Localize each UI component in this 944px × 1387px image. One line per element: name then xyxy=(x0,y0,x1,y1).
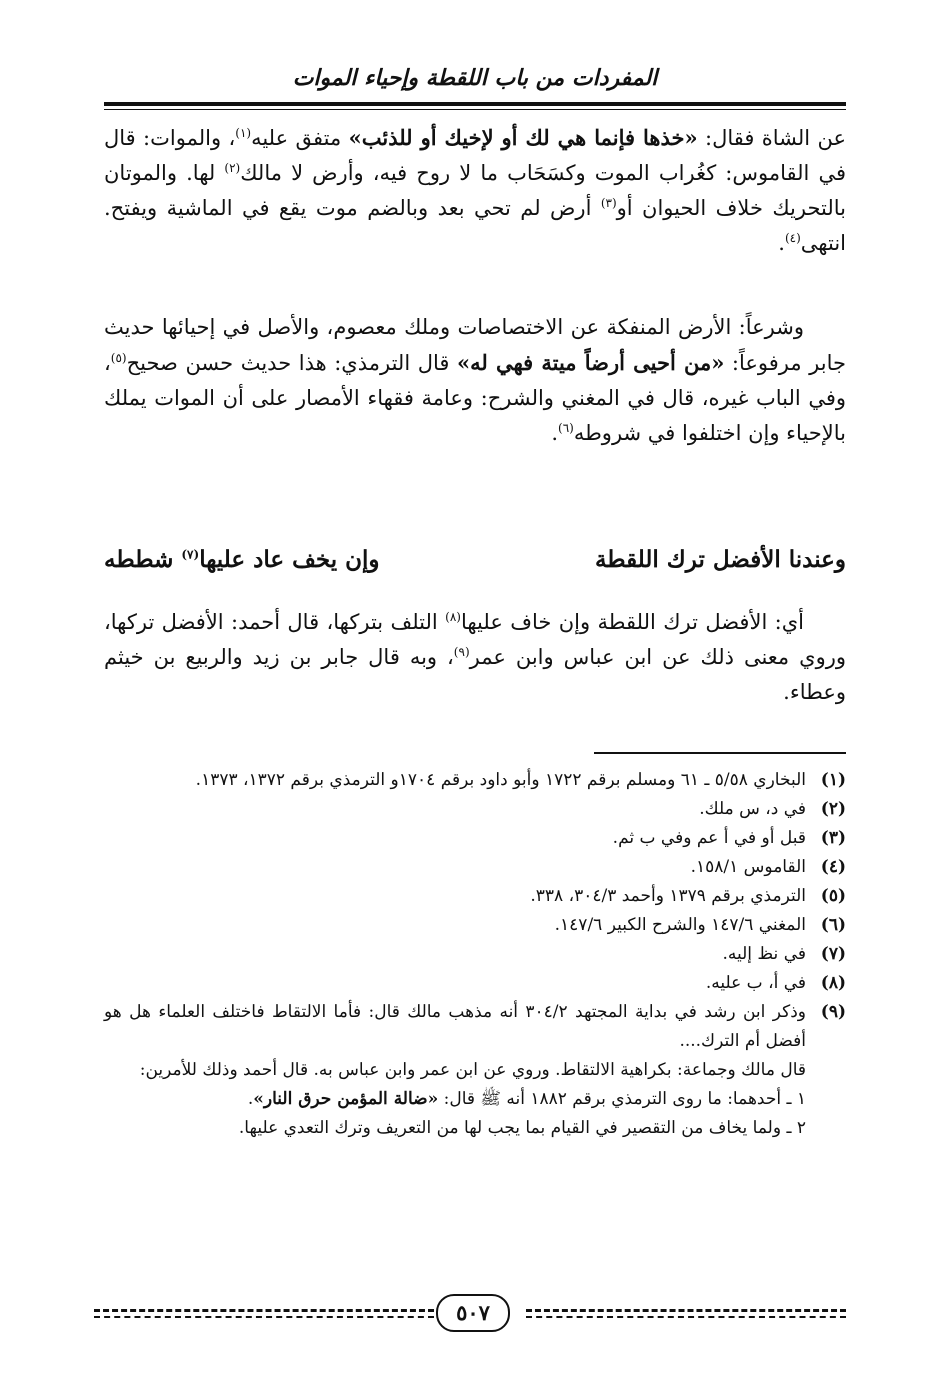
hadith-quote: «من أحيى أرضاً ميتة فهي له» xyxy=(456,350,725,375)
paragraph-2 xyxy=(104,310,846,451)
footnote-item xyxy=(104,940,846,969)
footnote-number: (٨) xyxy=(820,973,846,993)
footnote-item xyxy=(104,853,846,882)
footnote-text: في أ، ب عليه. xyxy=(705,973,806,993)
text-span: ١ ـ أحدهما: ما روى الترمذي برقم ١٨٨٢ أنه ﷺ قال: xyxy=(438,1089,806,1109)
footnote-number: (٦) xyxy=(820,915,846,935)
footnotes xyxy=(104,766,846,1143)
verse-first-hemistich: وعندنا الأفضل ترك اللقطة xyxy=(594,546,846,573)
footnote-ref[interactable]: (٧) xyxy=(181,547,200,562)
footnote-number: (٥) xyxy=(820,886,846,906)
footnote-ref[interactable]: (١) xyxy=(235,126,252,140)
text-span: وشرعاً: الأرض المنفكة عن الاختصاصات وملك معصوم، والأصل في إحيائها حديث جابر مرفوعاً: xyxy=(104,315,846,375)
footer-dashed-rule xyxy=(526,1309,846,1312)
footnote-ref[interactable]: (٨) xyxy=(445,610,461,624)
text-span: . xyxy=(247,1089,254,1109)
footnote-item xyxy=(104,766,846,795)
footnote-ref[interactable]: (٣) xyxy=(600,196,617,210)
footnote-ref[interactable]: (٤) xyxy=(784,231,801,245)
footnote-ref[interactable]: (٥) xyxy=(110,351,127,365)
text-span: التلف بتركها، قال أحمد: الأفضل تركها، وروي معنى ذلك عن ابن عباس وابن عمر xyxy=(104,610,846,669)
text-span: . xyxy=(778,231,785,255)
text-span: عن الشاة فقال: xyxy=(697,126,846,150)
footnote-separator xyxy=(594,752,846,754)
footnote-text: البخاري ٥/٥٨ ـ ٦١ ومسلم برقم ١٧٢٢ وأبو داود برقم ١٧٠٤و الترمذي برقم ١٣٧٢، ١٣٧٣. xyxy=(195,770,806,790)
footnote-continuation: ٢ ـ ولما يخاف من التقصير في القيام بما يجب لها من التعريف وترك التعدي عليها. xyxy=(238,1118,806,1138)
footnote-text: المغني ١٤٧/٦ والشرح الكبير ١٤٧/٦. xyxy=(554,915,806,935)
paragraph-1 xyxy=(104,120,846,261)
footnote-number: (١) xyxy=(820,770,846,790)
footnote-number: (٧) xyxy=(820,944,846,964)
footnote-number: (٩) xyxy=(820,1002,846,1022)
footnote-item xyxy=(104,998,846,1056)
text-span: لها. والموتان بالتحريك خلاف الحيوان أو xyxy=(104,161,846,220)
footnote-text: القاموس ١٥٨/١. xyxy=(690,857,806,877)
text-span: أرض لم تحي بعد وبالضم موت يقع في الماشية ويفتح. انتهى xyxy=(104,196,846,255)
footer-dashed-rule xyxy=(526,1316,846,1318)
footnote-text: في نظ إليه. xyxy=(722,944,806,964)
text-span: ، وبه قال جابر بن زيد والربيع بن خيثم وعطاء. xyxy=(104,645,846,704)
footnote-ref[interactable]: (٢) xyxy=(224,161,241,175)
footnote-item xyxy=(104,795,846,824)
footnote-item xyxy=(104,882,846,911)
hadith-quote: «ضالة المؤمن حرق النار» xyxy=(253,1089,439,1109)
footnote-continuation xyxy=(104,1085,846,1114)
footnote-text: في د، س ملك. xyxy=(699,799,806,819)
footer-dashed-rule xyxy=(94,1316,434,1318)
text-span: قال الترمذي: هذا حديث حسن صحيح xyxy=(126,351,457,375)
header-rule-thin xyxy=(104,109,846,110)
verse-second-hemistich xyxy=(104,540,380,580)
footnote-text: الترمذي برقم ١٣٧٩ وأحمد ٣٠٤/٣، ٣٣٨. xyxy=(530,886,806,906)
text-span: متفق عليه xyxy=(251,126,349,150)
footnote-item xyxy=(104,824,846,853)
text-span: ، وفي الباب غيره، قال في المغني والشرح: وعامة فقهاء الأمصار على أن الموات يملك بالإحياء وإن اختلفوا في شروطه xyxy=(104,351,846,445)
page-footer xyxy=(94,1290,846,1330)
footnote-continuation: قال مالك وجماعة: بكراهية الالتقاط. وروي عن ابن عمر وابن عباس به. قال أحمد وذلك للأمرين: xyxy=(139,1060,806,1080)
footnote-number: (٢) xyxy=(820,799,846,819)
header-rule-thick xyxy=(104,102,846,106)
footnote-item xyxy=(104,969,846,998)
footnote-text: قبل أو في أ عم وفي ب ثم. xyxy=(612,828,806,848)
paragraph-3 xyxy=(104,605,846,710)
footnote-number: (٣) xyxy=(820,828,846,848)
footer-dashed-rule xyxy=(94,1309,434,1312)
text-span: أي: الأفضل ترك اللقطة وإن خاف عليها xyxy=(460,610,805,634)
hadith-quote: «خذها فإنما هي لك أو لإخيك أو للذئب» xyxy=(348,125,698,150)
footnote-ref[interactable]: (٩) xyxy=(453,645,470,659)
footnote-number: (٤) xyxy=(820,857,846,877)
header-title: المفردات من باب اللقطة وإحياء الموات xyxy=(292,65,658,91)
text-span: ، والموات: قال في القاموس: كغُراب الموت وكسَحَاب ما لا روح فيه، وأرض لا مالك xyxy=(104,126,847,185)
footnote-ref[interactable]: (٦) xyxy=(558,421,574,435)
running-header xyxy=(104,60,846,96)
footnote-text: وذكر ابن رشد في بداية المجتهد ٣٠٤/٢ أنه مذهب مالك قال: فأما الالتقاط فاختلف العلماء هل هو أفضل أم الترك.... xyxy=(104,1002,806,1051)
page-number: ٥٠٧ xyxy=(436,1294,510,1332)
text-span: وإن يخف عاد عليها xyxy=(199,546,380,573)
footnote-item xyxy=(104,911,846,940)
text-span: شططه xyxy=(104,546,182,573)
text-span: . xyxy=(551,421,558,445)
poem-verse xyxy=(104,540,846,580)
